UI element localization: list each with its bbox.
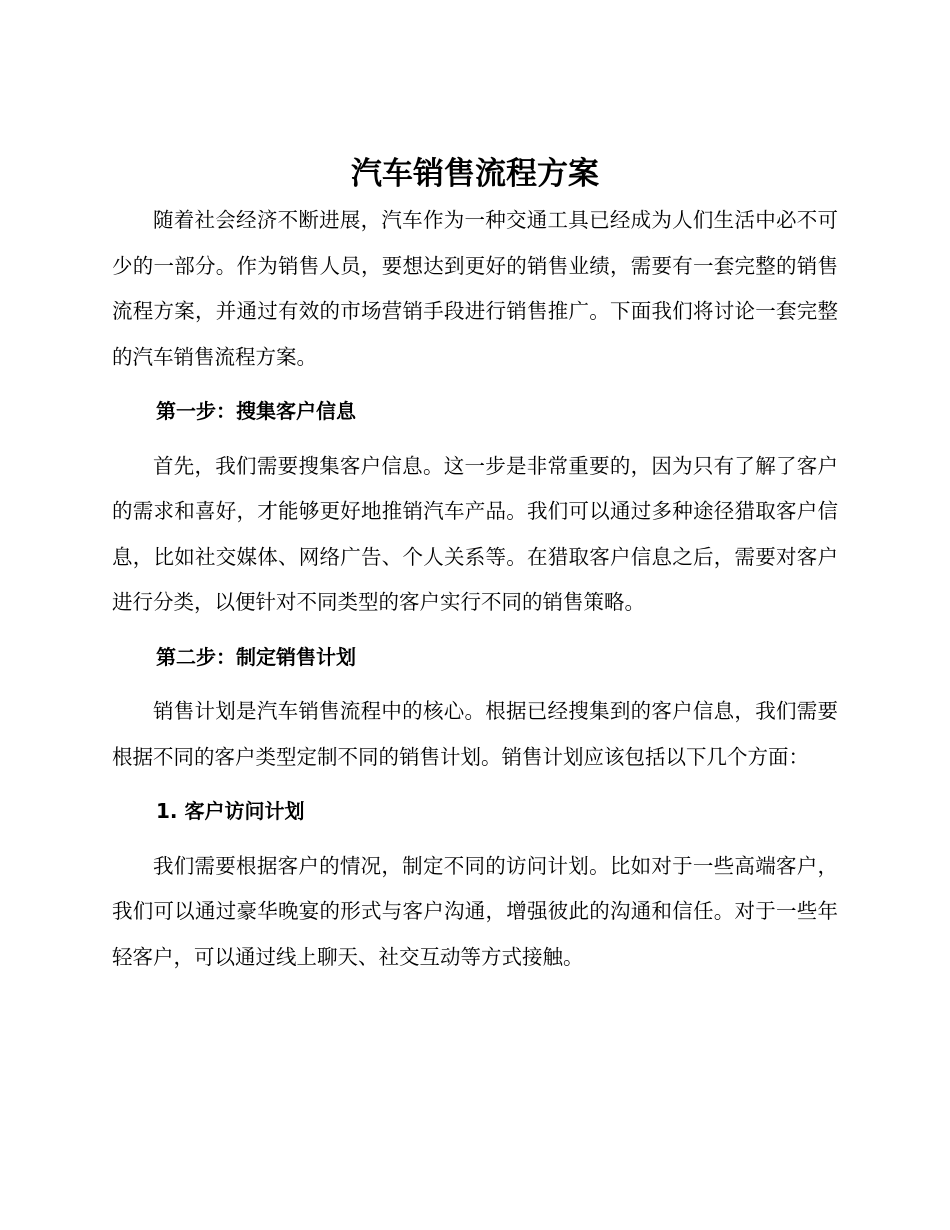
spacer — [112, 380, 838, 389]
spacer — [112, 835, 838, 844]
spacer — [112, 626, 838, 635]
intro-paragraph: 随着社会经济不断进展，汽车作为一种交通工具已经成为人们生活中必不可少的一部分。作为销售人员，要想达到更好的销售业绩，需要有一套完整的销售流程方案，并通过有效的市场营销手段进行销售推广。下面我们将讨论一套完整的汽车销售流程方案。 — [112, 208, 838, 369]
sub1-paragraph: 我们需要根据客户的情况，制定不同的访问计划。比如对于一些高端客户，我们可以通过豪华晚宴的形式与客户沟通，增强彼此的沟通和信任。对于一些年轻客户，可以通过线上聊天、社交互动等方式接触。 — [112, 853, 838, 969]
step2-paragraph: 销售计划是汽车销售流程中的核心。根据已经搜集到的客户信息，我们需要根据不同的客户类型定制不同的销售计划。销售计划应该包括以下几个方面： — [112, 699, 838, 769]
spacer — [112, 435, 838, 444]
step2-heading: 第二步：制定销售计划 — [156, 644, 356, 669]
step1-heading: 第一步：搜集客户信息 — [156, 399, 356, 423]
document-content — [112, 150, 838, 980]
spacer — [112, 680, 838, 689]
step1-paragraph: 首先，我们需要搜集客户信息。这一步是非常重要的，因为只有了解了客户的需求和喜好，才能够更好地推销汽车产品。我们可以通过多种途径猎取客户信息，比如社交媒体、网络广告、个人关系等。在猎取客户信息之后，需要对客户进行分类，以便针对不同类型的客户实行不同的销售策略。 — [112, 453, 838, 614]
document-title: 汽车销售流程方案 — [351, 156, 599, 192]
sub1-heading: 1. 客户访问计划 — [156, 799, 305, 823]
spacer — [112, 780, 838, 789]
